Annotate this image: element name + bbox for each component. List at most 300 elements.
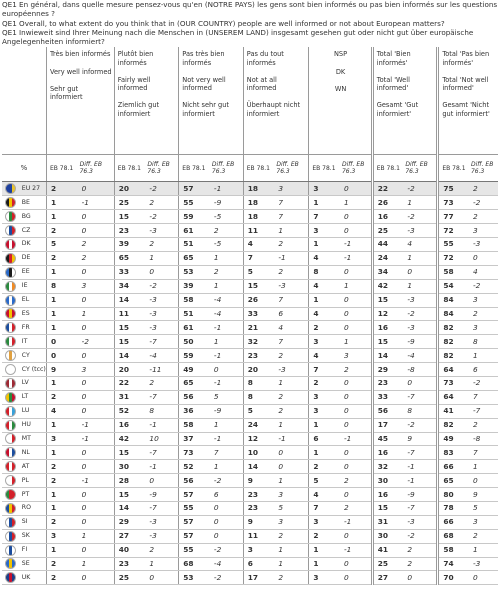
value-cell: 1 bbox=[46, 307, 77, 321]
value-cell: 1 bbox=[46, 196, 77, 210]
value-cell: 17 bbox=[243, 571, 274, 585]
column-header-fairly-well: Plutôt bien informés Fairly well informed Ziemlich gut informiert bbox=[114, 47, 179, 155]
diff-cell: 1 bbox=[274, 376, 308, 390]
diff-cell: -1 bbox=[78, 474, 115, 488]
value-cell: 55 bbox=[179, 196, 210, 210]
country-code: SE bbox=[20, 557, 47, 571]
value-cell: 17 bbox=[372, 418, 403, 432]
value-cell: 27 bbox=[114, 529, 145, 543]
diff-cell: -9 bbox=[145, 488, 178, 502]
value-cell: 2 bbox=[46, 182, 77, 196]
value-cell: 15 bbox=[114, 488, 145, 502]
diff-cell: -3 bbox=[145, 529, 178, 543]
value-cell: 75 bbox=[438, 182, 469, 196]
value-cell: 14 bbox=[243, 460, 274, 474]
diff-cell: -1 bbox=[145, 418, 178, 432]
flag-cell bbox=[2, 293, 20, 307]
country-flag-icon bbox=[5, 322, 16, 333]
diff-cell: -11 bbox=[145, 363, 178, 377]
value-cell: 41 bbox=[372, 543, 403, 557]
diff-cell: -3 bbox=[403, 293, 437, 307]
value-cell: 7 bbox=[243, 251, 274, 265]
value-cell: 56 bbox=[179, 474, 210, 488]
value-cell: 51 bbox=[179, 307, 210, 321]
flag-cell bbox=[2, 224, 20, 238]
table-row bbox=[2, 515, 498, 529]
diff-label: Diff. EB 76.3 bbox=[340, 155, 372, 182]
value-cell: 23 bbox=[372, 376, 403, 390]
value-cell: 53 bbox=[179, 265, 210, 279]
value-cell: 39 bbox=[114, 238, 145, 252]
value-cell: 5 bbox=[309, 474, 340, 488]
diff-cell: 5 bbox=[210, 390, 243, 404]
value-cell: 15 bbox=[372, 335, 403, 349]
value-cell: 1 bbox=[46, 293, 77, 307]
flag-cell bbox=[2, 432, 20, 446]
diff-cell: 2 bbox=[274, 265, 308, 279]
diff-cell: 0 bbox=[340, 390, 372, 404]
country-code: EU 27 bbox=[20, 182, 47, 196]
diff-cell: 1 bbox=[78, 557, 115, 571]
value-cell: 16 bbox=[372, 210, 403, 224]
diff-cell: 2 bbox=[469, 418, 498, 432]
diff-cell: -3 bbox=[403, 321, 437, 335]
value-cell: 1 bbox=[309, 543, 340, 557]
value-cell: 6 bbox=[309, 432, 340, 446]
diff-cell: -3 bbox=[145, 224, 178, 238]
table-row bbox=[2, 224, 498, 238]
diff-cell: 2 bbox=[210, 224, 243, 238]
diff-cell: 0 bbox=[78, 293, 115, 307]
diff-cell: 3 bbox=[274, 488, 308, 502]
diff-cell: 4 bbox=[403, 238, 437, 252]
diff-cell: 2 bbox=[340, 363, 372, 377]
country-code: BG bbox=[20, 210, 47, 224]
value-cell: 83 bbox=[438, 446, 469, 460]
value-cell: 3 bbox=[309, 571, 340, 585]
eb-label: EB 78.1 bbox=[179, 155, 210, 182]
value-cell: 45 bbox=[372, 432, 403, 446]
table-row bbox=[2, 307, 498, 321]
value-cell: 41 bbox=[438, 404, 469, 418]
value-cell: 20 bbox=[243, 363, 274, 377]
value-cell: 58 bbox=[438, 265, 469, 279]
country-flag-icon bbox=[5, 308, 16, 319]
value-cell: 33 bbox=[243, 307, 274, 321]
diff-cell: 6 bbox=[274, 307, 308, 321]
value-cell: 23 bbox=[243, 349, 274, 363]
diff-cell: -1 bbox=[210, 432, 243, 446]
value-cell: 3 bbox=[309, 404, 340, 418]
table-row bbox=[2, 238, 498, 252]
country-flag-icon bbox=[5, 447, 16, 458]
value-cell: 57 bbox=[179, 488, 210, 502]
value-cell: 18 bbox=[243, 182, 274, 196]
country-flag-icon bbox=[5, 225, 16, 236]
diff-label: Diff. EB 76.3 bbox=[403, 155, 437, 182]
diff-cell: -2 bbox=[145, 279, 178, 293]
diff-label: Diff. EB 76.3 bbox=[469, 155, 498, 182]
diff-cell: 2 bbox=[469, 210, 498, 224]
diff-cell: -7 bbox=[145, 446, 178, 460]
value-cell: 68 bbox=[438, 529, 469, 543]
value-cell: 1 bbox=[309, 557, 340, 571]
value-cell: 4 bbox=[309, 279, 340, 293]
diff-cell: 2 bbox=[469, 182, 498, 196]
diff-cell: -4 bbox=[403, 349, 437, 363]
country-code: BE bbox=[20, 196, 47, 210]
diff-cell: 1 bbox=[78, 307, 115, 321]
diff-cell: 0 bbox=[210, 515, 243, 529]
country-flag-icon bbox=[5, 281, 16, 292]
country-code: ES bbox=[20, 307, 47, 321]
diff-cell: -1 bbox=[403, 460, 437, 474]
question-fr: QE1 En général, dans quelle mesure pensez-vous qu'en (NOTRE PAYS) les gens sont bien informés ou pas bien informés sur les questions européennes ? bbox=[2, 0, 498, 19]
value-cell: 2 bbox=[309, 376, 340, 390]
value-cell: 30 bbox=[372, 474, 403, 488]
value-cell: 56 bbox=[179, 390, 210, 404]
diff-cell: -3 bbox=[469, 238, 498, 252]
diff-cell: 3 bbox=[78, 363, 115, 377]
value-cell: 4 bbox=[46, 404, 77, 418]
country-code: CY bbox=[20, 349, 47, 363]
diff-cell: 2 bbox=[274, 238, 308, 252]
country-code: AT bbox=[20, 460, 47, 474]
diff-cell: 0 bbox=[340, 571, 372, 585]
value-cell: 55 bbox=[179, 501, 210, 515]
value-cell: 34 bbox=[114, 279, 145, 293]
value-cell: 2 bbox=[46, 224, 77, 238]
value-cell: 0 bbox=[46, 349, 77, 363]
diff-cell: -1 bbox=[340, 251, 372, 265]
value-cell: 82 bbox=[438, 321, 469, 335]
country-code: IE bbox=[20, 279, 47, 293]
country-flag-icon bbox=[5, 420, 16, 431]
country-code: SK bbox=[20, 529, 47, 543]
country-code: PL bbox=[20, 474, 47, 488]
value-cell: 10 bbox=[243, 446, 274, 460]
diff-cell: 0 bbox=[78, 488, 115, 502]
value-cell: 57 bbox=[179, 182, 210, 196]
diff-cell: -2 bbox=[403, 529, 437, 543]
value-cell: 24 bbox=[372, 251, 403, 265]
diff-cell: 1 bbox=[145, 557, 178, 571]
diff-cell: 5 bbox=[469, 501, 498, 515]
diff-cell: 1 bbox=[340, 196, 372, 210]
diff-cell: 2 bbox=[340, 501, 372, 515]
value-cell: 65 bbox=[114, 251, 145, 265]
country-code: CY (tcc) bbox=[20, 363, 47, 377]
value-cell: 49 bbox=[179, 363, 210, 377]
eb-label: EB 78.1 bbox=[243, 155, 274, 182]
diff-cell: 4 bbox=[274, 321, 308, 335]
country-code: DE bbox=[20, 251, 47, 265]
value-cell: 66 bbox=[438, 460, 469, 474]
flag-cell bbox=[2, 182, 20, 196]
diff-cell: 0 bbox=[78, 321, 115, 335]
diff-cell: 0 bbox=[145, 265, 178, 279]
diff-cell: -7 bbox=[403, 390, 437, 404]
country-flag-icon bbox=[5, 253, 16, 264]
diff-cell: 2 bbox=[274, 390, 308, 404]
column-header-not-at-all: Pas du tout informés Not at all informed Überhaupt nicht informiert bbox=[243, 47, 309, 155]
value-cell: 39 bbox=[179, 279, 210, 293]
value-cell: 1 bbox=[46, 418, 77, 432]
diff-cell: 1 bbox=[274, 557, 308, 571]
value-cell: 1 bbox=[46, 501, 77, 515]
value-cell: 4 bbox=[309, 488, 340, 502]
table-row bbox=[2, 376, 498, 390]
country-flag-icon bbox=[5, 545, 16, 556]
value-cell: 36 bbox=[179, 404, 210, 418]
value-cell: 54 bbox=[438, 279, 469, 293]
country-code: RO bbox=[20, 501, 47, 515]
value-cell: 33 bbox=[114, 265, 145, 279]
value-cell: 1 bbox=[46, 543, 77, 557]
country-code: LV bbox=[20, 376, 47, 390]
diff-cell: 0 bbox=[340, 182, 372, 196]
subheader-row bbox=[2, 155, 498, 182]
value-cell: 23 bbox=[243, 488, 274, 502]
diff-cell: 7 bbox=[469, 390, 498, 404]
value-cell: 57 bbox=[179, 529, 210, 543]
value-cell: 53 bbox=[179, 571, 210, 585]
column-header-total-not-well: Total 'Pas bien informés' Total 'Not well informed' Gesamt 'Nicht gut informiert' bbox=[438, 47, 498, 155]
table-row bbox=[2, 335, 498, 349]
diff-cell: -7 bbox=[145, 335, 178, 349]
diff-cell: -7 bbox=[145, 501, 178, 515]
value-cell: 73 bbox=[179, 446, 210, 460]
diff-cell: 1 bbox=[210, 251, 243, 265]
value-cell: 25 bbox=[114, 196, 145, 210]
diff-cell: 1 bbox=[340, 279, 372, 293]
diff-cell: 0 bbox=[340, 460, 372, 474]
diff-cell: -3 bbox=[403, 515, 437, 529]
diff-cell: 2 bbox=[274, 349, 308, 363]
value-cell: 3 bbox=[309, 182, 340, 196]
value-cell: 2 bbox=[46, 515, 77, 529]
value-cell: 65 bbox=[438, 474, 469, 488]
diff-cell: -1 bbox=[78, 432, 115, 446]
diff-cell: -2 bbox=[210, 474, 243, 488]
country-flag-icon bbox=[5, 475, 16, 486]
diff-cell: 2 bbox=[210, 265, 243, 279]
value-cell: 21 bbox=[243, 321, 274, 335]
table-row bbox=[2, 488, 498, 502]
diff-cell: -7 bbox=[145, 390, 178, 404]
diff-cell: -3 bbox=[145, 321, 178, 335]
country-flag-icon bbox=[5, 531, 16, 542]
diff-cell: 4 bbox=[469, 265, 498, 279]
diff-cell: -7 bbox=[403, 501, 437, 515]
value-cell: 73 bbox=[438, 376, 469, 390]
country-flag-icon bbox=[5, 392, 16, 403]
diff-cell: 0 bbox=[210, 363, 243, 377]
diff-cell: -2 bbox=[210, 571, 243, 585]
diff-cell: -9 bbox=[403, 335, 437, 349]
diff-cell: 0 bbox=[78, 224, 115, 238]
results-table bbox=[2, 47, 498, 585]
value-cell: 2 bbox=[309, 460, 340, 474]
value-cell: 4 bbox=[243, 238, 274, 252]
table-row bbox=[2, 529, 498, 543]
diff-cell: 3 bbox=[469, 321, 498, 335]
diff-cell: 6 bbox=[469, 363, 498, 377]
value-cell: 2 bbox=[46, 557, 77, 571]
value-cell: 18 bbox=[243, 196, 274, 210]
diff-cell: -3 bbox=[403, 224, 437, 238]
country-flag-icon bbox=[5, 211, 16, 222]
diff-cell: 2 bbox=[78, 238, 115, 252]
value-cell: 49 bbox=[438, 432, 469, 446]
value-cell: 16 bbox=[114, 418, 145, 432]
diff-cell: -1 bbox=[340, 432, 372, 446]
country-flag-icon bbox=[5, 461, 16, 472]
diff-cell: 2 bbox=[274, 529, 308, 543]
diff-cell: 0 bbox=[210, 501, 243, 515]
value-cell: 3 bbox=[46, 529, 77, 543]
value-cell: 3 bbox=[309, 335, 340, 349]
value-cell: 1 bbox=[309, 418, 340, 432]
diff-cell: 2 bbox=[469, 307, 498, 321]
diff-cell: -1 bbox=[210, 321, 243, 335]
diff-cell: -7 bbox=[403, 446, 437, 460]
diff-cell: -2 bbox=[145, 210, 178, 224]
value-cell: 82 bbox=[438, 349, 469, 363]
diff-cell: 3 bbox=[340, 349, 372, 363]
diff-label: Diff. EB 76.3 bbox=[274, 155, 308, 182]
diff-cell: 3 bbox=[469, 224, 498, 238]
flag-cell bbox=[2, 390, 20, 404]
diff-cell: 1 bbox=[274, 418, 308, 432]
diff-label: Diff. EB 76.3 bbox=[78, 155, 115, 182]
diff-cell: 1 bbox=[210, 279, 243, 293]
value-cell: 29 bbox=[114, 515, 145, 529]
diff-cell: 7 bbox=[469, 446, 498, 460]
value-cell: 9 bbox=[243, 515, 274, 529]
country-flag-icon bbox=[5, 517, 16, 528]
value-cell: 4 bbox=[309, 307, 340, 321]
value-cell: 3 bbox=[309, 515, 340, 529]
diff-cell: -2 bbox=[469, 279, 498, 293]
value-cell: 20 bbox=[114, 363, 145, 377]
diff-cell: 7 bbox=[210, 446, 243, 460]
diff-cell: -4 bbox=[210, 557, 243, 571]
diff-cell: 0 bbox=[78, 571, 115, 585]
diff-cell: 0 bbox=[78, 390, 115, 404]
value-cell: 58 bbox=[179, 418, 210, 432]
value-cell: 1 bbox=[46, 265, 77, 279]
table-row bbox=[2, 293, 498, 307]
diff-cell: 0 bbox=[78, 543, 115, 557]
value-cell: 84 bbox=[438, 293, 469, 307]
value-cell: 74 bbox=[438, 557, 469, 571]
value-cell: 26 bbox=[243, 293, 274, 307]
flag-cell bbox=[2, 251, 20, 265]
diff-cell: -1 bbox=[340, 543, 372, 557]
table-row bbox=[2, 460, 498, 474]
table-row bbox=[2, 251, 498, 265]
diff-cell: 0 bbox=[145, 474, 178, 488]
country-code: LU bbox=[20, 404, 47, 418]
diff-cell: -9 bbox=[403, 488, 437, 502]
diff-cell: 0 bbox=[78, 460, 115, 474]
value-cell: 24 bbox=[243, 418, 274, 432]
country-code: CZ bbox=[20, 224, 47, 238]
value-cell: 2 bbox=[46, 460, 77, 474]
flag-cell bbox=[2, 418, 20, 432]
diff-cell: 0 bbox=[78, 349, 115, 363]
diff-cell: -2 bbox=[403, 182, 437, 196]
column-header-not-very-well: Pas très bien informés Not very well informed Nicht sehr gut informiert bbox=[179, 47, 243, 155]
diff-cell: -1 bbox=[274, 432, 308, 446]
diff-cell: -2 bbox=[469, 196, 498, 210]
country-code: PT bbox=[20, 488, 47, 502]
diff-cell: -9 bbox=[210, 196, 243, 210]
value-cell: 12 bbox=[243, 432, 274, 446]
table-row bbox=[2, 446, 498, 460]
column-header-dk: NSP DK WN bbox=[309, 47, 372, 155]
diff-cell: 1 bbox=[210, 335, 243, 349]
flag-cell bbox=[2, 515, 20, 529]
diff-cell: 6 bbox=[210, 488, 243, 502]
diff-cell: -3 bbox=[145, 293, 178, 307]
value-cell: 22 bbox=[372, 182, 403, 196]
value-cell: 14 bbox=[114, 349, 145, 363]
flag-cell bbox=[2, 488, 20, 502]
value-cell: 8 bbox=[309, 265, 340, 279]
diff-cell: 0 bbox=[340, 265, 372, 279]
value-cell: 11 bbox=[114, 307, 145, 321]
question-en: QE1 Overall, to what extent do you think that in (OUR COUNTRY) people are well informed or not about European matters? bbox=[2, 18, 445, 28]
country-flag-icon bbox=[5, 558, 16, 569]
flag-cell bbox=[2, 529, 20, 543]
table-row bbox=[2, 501, 498, 515]
diff-cell: -3 bbox=[274, 363, 308, 377]
value-cell: 2 bbox=[309, 529, 340, 543]
value-cell: 15 bbox=[114, 321, 145, 335]
diff-cell: -5 bbox=[210, 238, 243, 252]
diff-cell: -3 bbox=[469, 557, 498, 571]
diff-cell: 2 bbox=[78, 251, 115, 265]
value-cell: 42 bbox=[114, 432, 145, 446]
flag-cell bbox=[2, 446, 20, 460]
value-cell: 61 bbox=[179, 224, 210, 238]
country-flag-icon bbox=[5, 350, 16, 361]
diff-cell: 7 bbox=[274, 196, 308, 210]
eb-label: EB 78.1 bbox=[438, 155, 469, 182]
diff-cell: 3 bbox=[274, 182, 308, 196]
value-cell: 84 bbox=[438, 307, 469, 321]
country-flag-icon bbox=[5, 489, 16, 500]
value-cell: 2 bbox=[309, 321, 340, 335]
table-row bbox=[2, 363, 498, 377]
diff-cell: 7 bbox=[274, 210, 308, 224]
value-cell: 72 bbox=[438, 251, 469, 265]
diff-cell: -1 bbox=[403, 474, 437, 488]
value-cell: 22 bbox=[114, 376, 145, 390]
value-cell: 5 bbox=[243, 265, 274, 279]
value-cell: 15 bbox=[243, 279, 274, 293]
value-cell: 2 bbox=[46, 474, 77, 488]
flag-cell bbox=[2, 279, 20, 293]
value-cell: 3 bbox=[309, 224, 340, 238]
country-flag-icon bbox=[5, 295, 16, 306]
value-cell: 70 bbox=[438, 571, 469, 585]
table-row bbox=[2, 474, 498, 488]
value-cell: 78 bbox=[438, 501, 469, 515]
value-cell: 65 bbox=[179, 376, 210, 390]
